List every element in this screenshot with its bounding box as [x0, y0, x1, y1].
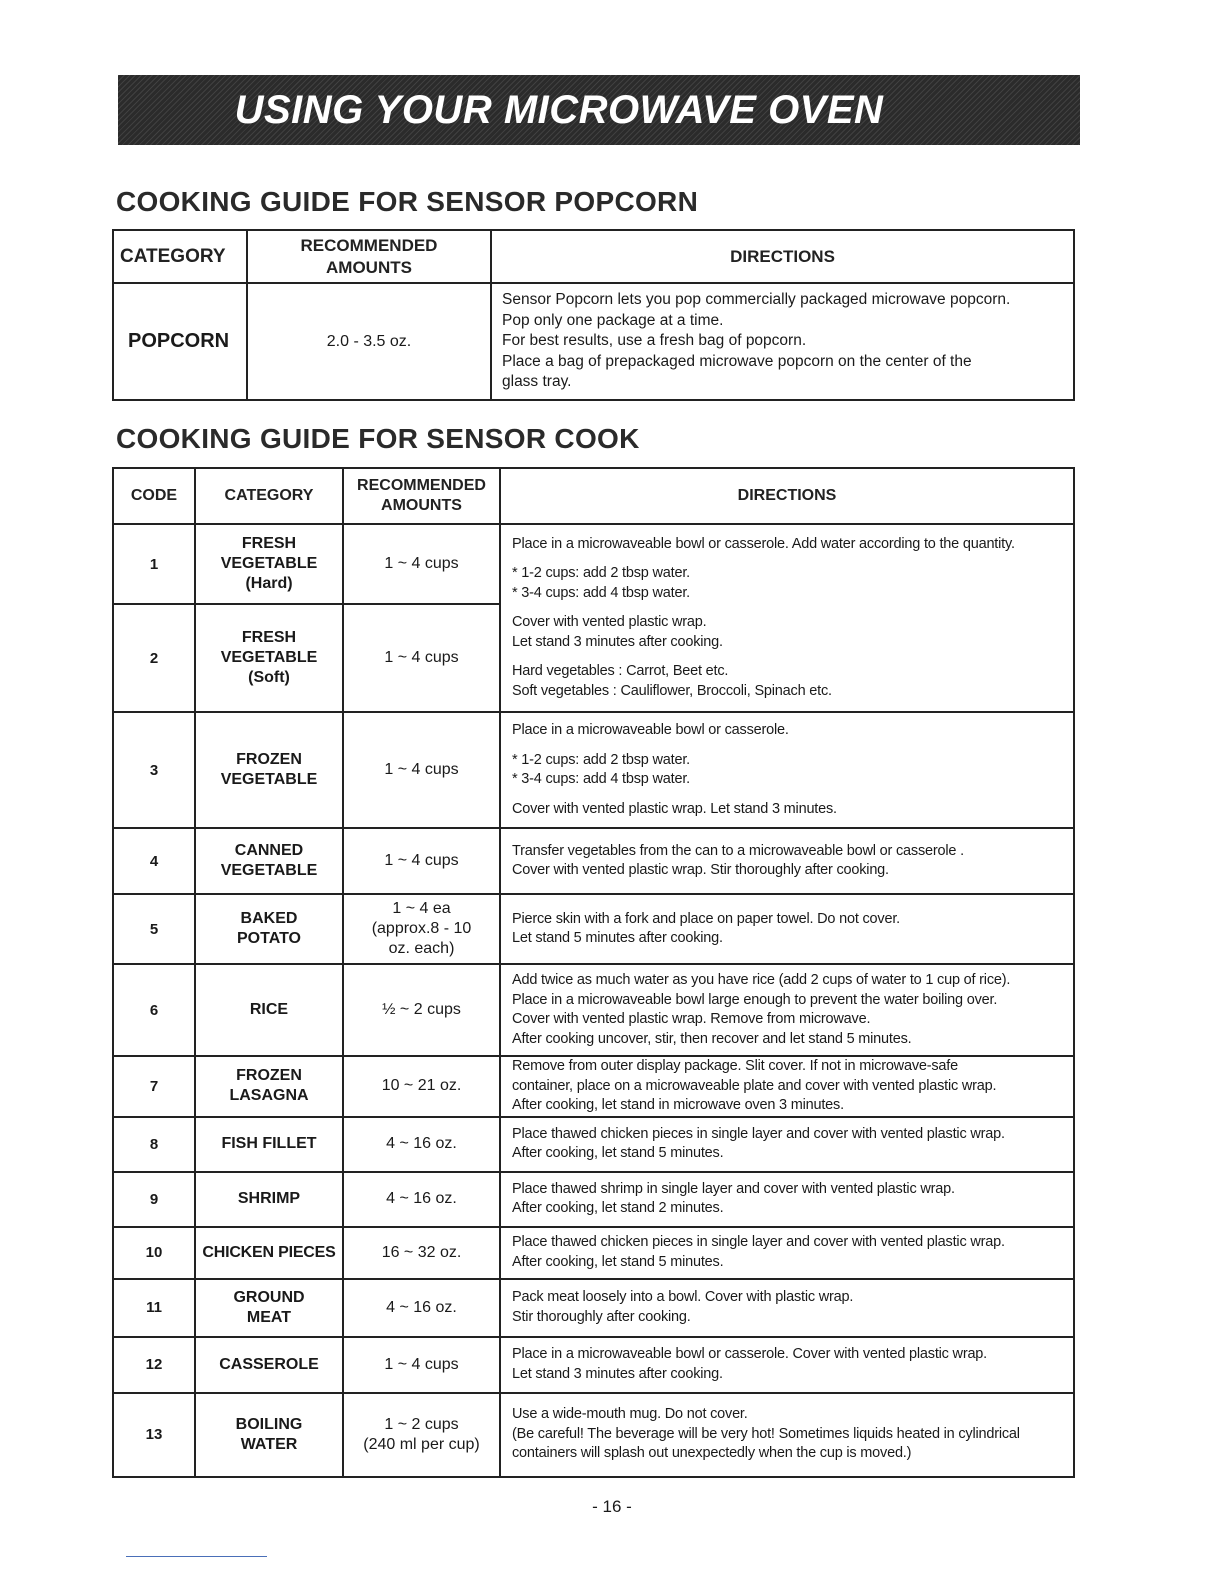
page-header-title: USING YOUR MICROWAVE OVEN — [234, 87, 884, 132]
row-directions — [500, 1172, 1074, 1227]
row-code: 11 — [113, 1279, 195, 1337]
row-category — [195, 604, 343, 712]
row-amount — [343, 1279, 500, 1337]
amount-line: 16 ~ 32 oz. — [381, 1243, 462, 1261]
cook-table-row — [113, 1337, 1074, 1393]
category-line: VEGETABLE — [220, 649, 318, 666]
amount-line: (approx.8 - 10 — [371, 920, 472, 937]
header-directions: DIRECTIONS — [500, 468, 1074, 524]
row-category — [195, 1117, 343, 1172]
direction-group — [512, 971, 1073, 1049]
direction-line: Place in a microwaveable bowl or casserole. Cover with vented plastic wrap. — [512, 1346, 987, 1362]
amount-line: 4 ~ 16 oz. — [386, 1298, 457, 1316]
direction-line: * 3-4 cups: add 4 tbsp water. — [512, 584, 690, 601]
category-line: GROUND — [233, 1288, 305, 1306]
amount-line: 1 ~ 4 cups — [384, 761, 459, 778]
category-line: (Hard) — [245, 575, 293, 592]
direction-group — [512, 1345, 1073, 1384]
popcorn-guide-title: COOKING GUIDE FOR SENSOR POPCORN — [116, 186, 699, 217]
popcorn-guide-table — [112, 229, 1075, 401]
category-line: FISH FILLET — [221, 1135, 317, 1152]
direction-line: * 1-2 cups: add 2 tbsp water. — [512, 565, 690, 582]
amount-line: 1 ~ 2 cups — [384, 1415, 459, 1433]
row-category — [195, 894, 343, 964]
row-amount — [343, 964, 500, 1056]
cook-table-row — [113, 1117, 1074, 1172]
direction-line: Place thawed chicken pieces in single layer and cover with vented plastic wrap. — [512, 1234, 1005, 1250]
direction-line: Let stand 3 minutes after cooking. — [512, 633, 723, 650]
header-amounts-line: AMOUNTS — [381, 497, 462, 514]
category-line: FRESH — [241, 535, 297, 552]
header-category: CATEGORY — [195, 468, 343, 524]
row-category — [195, 524, 343, 604]
direction-line: After cooking, let stand in microwave oven 3 minutes. — [512, 1097, 844, 1113]
row-category — [195, 712, 343, 828]
direction-line: Cover with vented plastic wrap. Let stand 3 minutes. — [512, 800, 837, 817]
direction-line: After cooking, let stand 2 minutes. — [512, 1200, 724, 1216]
header-code: CODE — [113, 468, 195, 524]
row-category — [195, 1279, 343, 1337]
page-header-banner — [118, 75, 1080, 145]
amount-line: 10 ~ 21 oz. — [381, 1077, 462, 1095]
direction-line: Place a bag of prepackaged microwave popcorn on the center of the — [502, 352, 972, 370]
row-code: 2 — [113, 604, 195, 712]
row-amount — [343, 894, 500, 964]
cook-table-row — [113, 1172, 1074, 1227]
direction-group — [512, 662, 1073, 701]
cook-table-row — [113, 1056, 1074, 1117]
row-directions — [500, 1227, 1074, 1279]
direction-group — [512, 1405, 1073, 1464]
row-code: 6 — [113, 964, 195, 1056]
direction-line: * 3-4 cups: add 4 tbsp water. — [512, 771, 690, 787]
row-directions — [500, 712, 1074, 828]
direction-line: Use a wide-mouth mug. Do not cover. — [512, 1406, 748, 1423]
sensor-cook-guide-title: COOKING GUIDE FOR SENSOR COOK — [116, 423, 640, 454]
category-line: POTATO — [237, 930, 301, 947]
direction-line: After cooking uncover, stir, then recover and let stand 5 minutes. — [512, 1030, 912, 1047]
category-line: BAKED — [240, 910, 298, 927]
direction-line: Stir thoroughly after cooking. — [512, 1308, 691, 1325]
cook-header-row — [113, 468, 1074, 524]
row-code: 1 — [113, 524, 195, 604]
direction-line: Place thawed shrimp in single layer and cover with vented plastic wrap. — [512, 1180, 955, 1197]
direction-group — [512, 1233, 1073, 1272]
direction-line: Hard vegetables : Carrot, Beet etc. — [512, 663, 729, 680]
direction-line: Soft vegetables : Cauliflower, Broccoli, Spinach etc. — [512, 682, 832, 699]
category-line: CHICKEN PIECES — [202, 1243, 336, 1261]
category-line: FROZEN — [236, 1067, 302, 1085]
amount-line: 1 ~ 4 cups — [384, 1355, 459, 1373]
direction-line: Let stand 5 minutes after cooking. — [512, 930, 723, 946]
cook-table-row — [113, 828, 1074, 894]
page-number: - 16 - — [592, 1497, 632, 1516]
row-directions — [500, 1056, 1074, 1117]
header-directions: DIRECTIONS — [491, 230, 1074, 283]
direction-line: (Be careful! The beverage will be very hot! Sometimes liquids heated in cylindrical — [512, 1425, 1020, 1442]
direction-line: Cover with vented plastic wrap. — [512, 614, 707, 631]
direction-line: Place thawed chicken pieces in single layer and cover with vented plastic wrap. — [512, 1125, 1005, 1142]
direction-line: Pop only one package at a time. — [502, 311, 724, 329]
row-amount — [343, 524, 500, 604]
row-code: 4 — [113, 828, 195, 894]
amount-line: 1 ~ 4 ea — [392, 900, 451, 917]
row-category — [195, 1393, 343, 1477]
row-amount — [343, 1056, 500, 1117]
row-amount — [343, 828, 500, 894]
direction-line: Cover with vented plastic wrap. Remove from microwave. — [512, 1011, 871, 1027]
row-category — [195, 1227, 343, 1279]
category-line: MEAT — [246, 1308, 292, 1326]
direction-line: After cooking, let stand 5 minutes. — [512, 1145, 724, 1161]
direction-line: Pack meat loosely into a bowl. Cover with plastic wrap. — [512, 1289, 854, 1305]
cook-table-row — [113, 894, 1074, 964]
shared-directions-fresh-vegetable — [500, 524, 1074, 712]
amount-line: 1 ~ 4 cups — [384, 555, 459, 572]
row-amount — [343, 1393, 500, 1477]
direction-group — [512, 721, 1073, 741]
row-directions — [500, 1117, 1074, 1172]
popcorn-header-row — [113, 230, 1074, 283]
direction-group — [512, 1288, 1073, 1327]
category-line: BOILING — [235, 1415, 303, 1433]
row-category — [195, 1056, 343, 1117]
header-amounts-line: AMOUNTS — [326, 257, 412, 277]
direction-line: For best results, use a fresh bag of popcorn. — [502, 332, 807, 350]
row-code: 13 — [113, 1393, 195, 1477]
direction-group — [512, 842, 1073, 881]
row-amount — [343, 604, 500, 712]
direction-line: Place in a microwaveable bowl large enough to prevent the water boiling over. — [512, 991, 998, 1008]
row-directions — [500, 828, 1074, 894]
direction-line: container, place on a microwaveable plate and cover with vented plastic wrap. — [512, 1077, 997, 1094]
amount-line: 1 ~ 4 cups — [384, 852, 459, 869]
amount-line: oz. each) — [388, 940, 455, 957]
amount-line: 4 ~ 16 oz. — [386, 1135, 457, 1152]
row-amount — [343, 1172, 500, 1227]
row-category — [195, 828, 343, 894]
cook-table-row — [113, 1393, 1074, 1477]
row-code: 10 — [113, 1227, 195, 1279]
row-amount — [343, 1227, 500, 1279]
row-directions — [500, 1393, 1074, 1477]
amount-line: 1 ~ 4 cups — [384, 649, 459, 666]
direction-group — [512, 1180, 1073, 1219]
row-directions — [500, 964, 1074, 1056]
direction-group — [512, 564, 1073, 603]
row-code: 9 — [113, 1172, 195, 1227]
sensor-cook-guide-table — [112, 467, 1075, 1478]
direction-line: Let stand 3 minutes after cooking. — [512, 1365, 723, 1382]
category-line: (Soft) — [248, 669, 290, 686]
row-amount — [343, 1337, 500, 1393]
row-code: 8 — [113, 1117, 195, 1172]
category-line: CASSEROLE — [219, 1355, 319, 1373]
direction-line: * 1-2 cups: add 2 tbsp water. — [512, 751, 690, 768]
row-directions — [500, 1337, 1074, 1393]
direction-group — [512, 751, 1073, 790]
header-category: CATEGORY — [113, 230, 247, 283]
direction-group — [512, 910, 1073, 949]
direction-group — [512, 613, 1073, 652]
direction-line: Sensor Popcorn lets you pop commercially packaged microwave popcorn. — [502, 291, 1011, 309]
header-amounts-line: RECOMMENDED — [357, 477, 486, 494]
amount-line: 4 ~ 16 oz. — [386, 1190, 457, 1207]
popcorn-directions — [491, 283, 1074, 400]
cook-table-row — [113, 524, 1074, 604]
popcorn-category: POPCORN — [113, 283, 247, 400]
category-line: VEGETABLE — [220, 862, 318, 879]
category-line: FRESH — [241, 629, 297, 646]
popcorn-amount: 2.0 - 3.5 oz. — [247, 283, 491, 400]
direction-line: containers will splash out unexpectedly when the cup is moved.) — [512, 1445, 912, 1462]
header-amounts — [343, 468, 500, 524]
footer-rule — [126, 1556, 267, 1557]
row-code: 7 — [113, 1056, 195, 1117]
popcorn-row — [113, 283, 1074, 400]
row-category — [195, 1172, 343, 1227]
cook-table-row — [113, 1279, 1074, 1337]
cook-table-row — [113, 712, 1074, 828]
direction-group — [512, 1057, 1073, 1116]
direction-line: glass tray. — [502, 373, 572, 391]
row-amount — [343, 1117, 500, 1172]
direction-line: Transfer vegetables from the can to a microwaveable bowl or casserole . — [512, 842, 964, 859]
direction-line: After cooking, let stand 5 minutes. — [512, 1253, 724, 1270]
cook-table-body — [113, 524, 1074, 1477]
category-line: FROZEN — [236, 751, 302, 768]
row-code: 5 — [113, 894, 195, 964]
direction-line: Place in a microwaveable bowl or casserole. — [512, 722, 789, 738]
amount-line: ½ ~ 2 cups — [382, 1001, 461, 1018]
category-line: WATER — [240, 1435, 298, 1453]
direction-line: Cover with vented plastic wrap. Stir thoroughly after cooking. — [512, 862, 889, 878]
row-amount — [343, 712, 500, 828]
direction-group — [512, 1125, 1073, 1164]
direction-line: Add twice as much water as you have rice (add 2 cups of water to 1 cup of rice). — [512, 972, 1011, 988]
category-line: SHRIMP — [237, 1190, 301, 1207]
row-category — [195, 964, 343, 1056]
category-line: CANNED — [234, 842, 304, 859]
row-directions — [500, 894, 1074, 964]
row-code: 12 — [113, 1337, 195, 1393]
direction-line: Remove from outer display package. Slit cover. If not in microwave-safe — [512, 1058, 958, 1074]
direction-group — [512, 800, 1073, 820]
direction-line: Pierce skin with a fork and place on paper towel. Do not cover. — [512, 910, 900, 927]
header-amounts-line: RECOMMENDED — [300, 235, 438, 255]
direction-group — [512, 535, 1073, 555]
category-line: VEGETABLE — [220, 555, 318, 572]
header-amounts — [247, 230, 491, 283]
cook-table-row — [113, 964, 1074, 1056]
row-directions — [500, 1279, 1074, 1337]
category-line: VEGETABLE — [220, 771, 318, 788]
direction-line: Place in a microwaveable bowl or casserole. Add water according to the quantity. — [512, 535, 1015, 552]
amount-line: (240 ml per cup) — [363, 1435, 480, 1453]
cook-table-row — [113, 1227, 1074, 1279]
row-code: 3 — [113, 712, 195, 828]
category-line: RICE — [249, 1001, 289, 1018]
category-line: LASAGNA — [229, 1087, 309, 1105]
row-category — [195, 1337, 343, 1393]
